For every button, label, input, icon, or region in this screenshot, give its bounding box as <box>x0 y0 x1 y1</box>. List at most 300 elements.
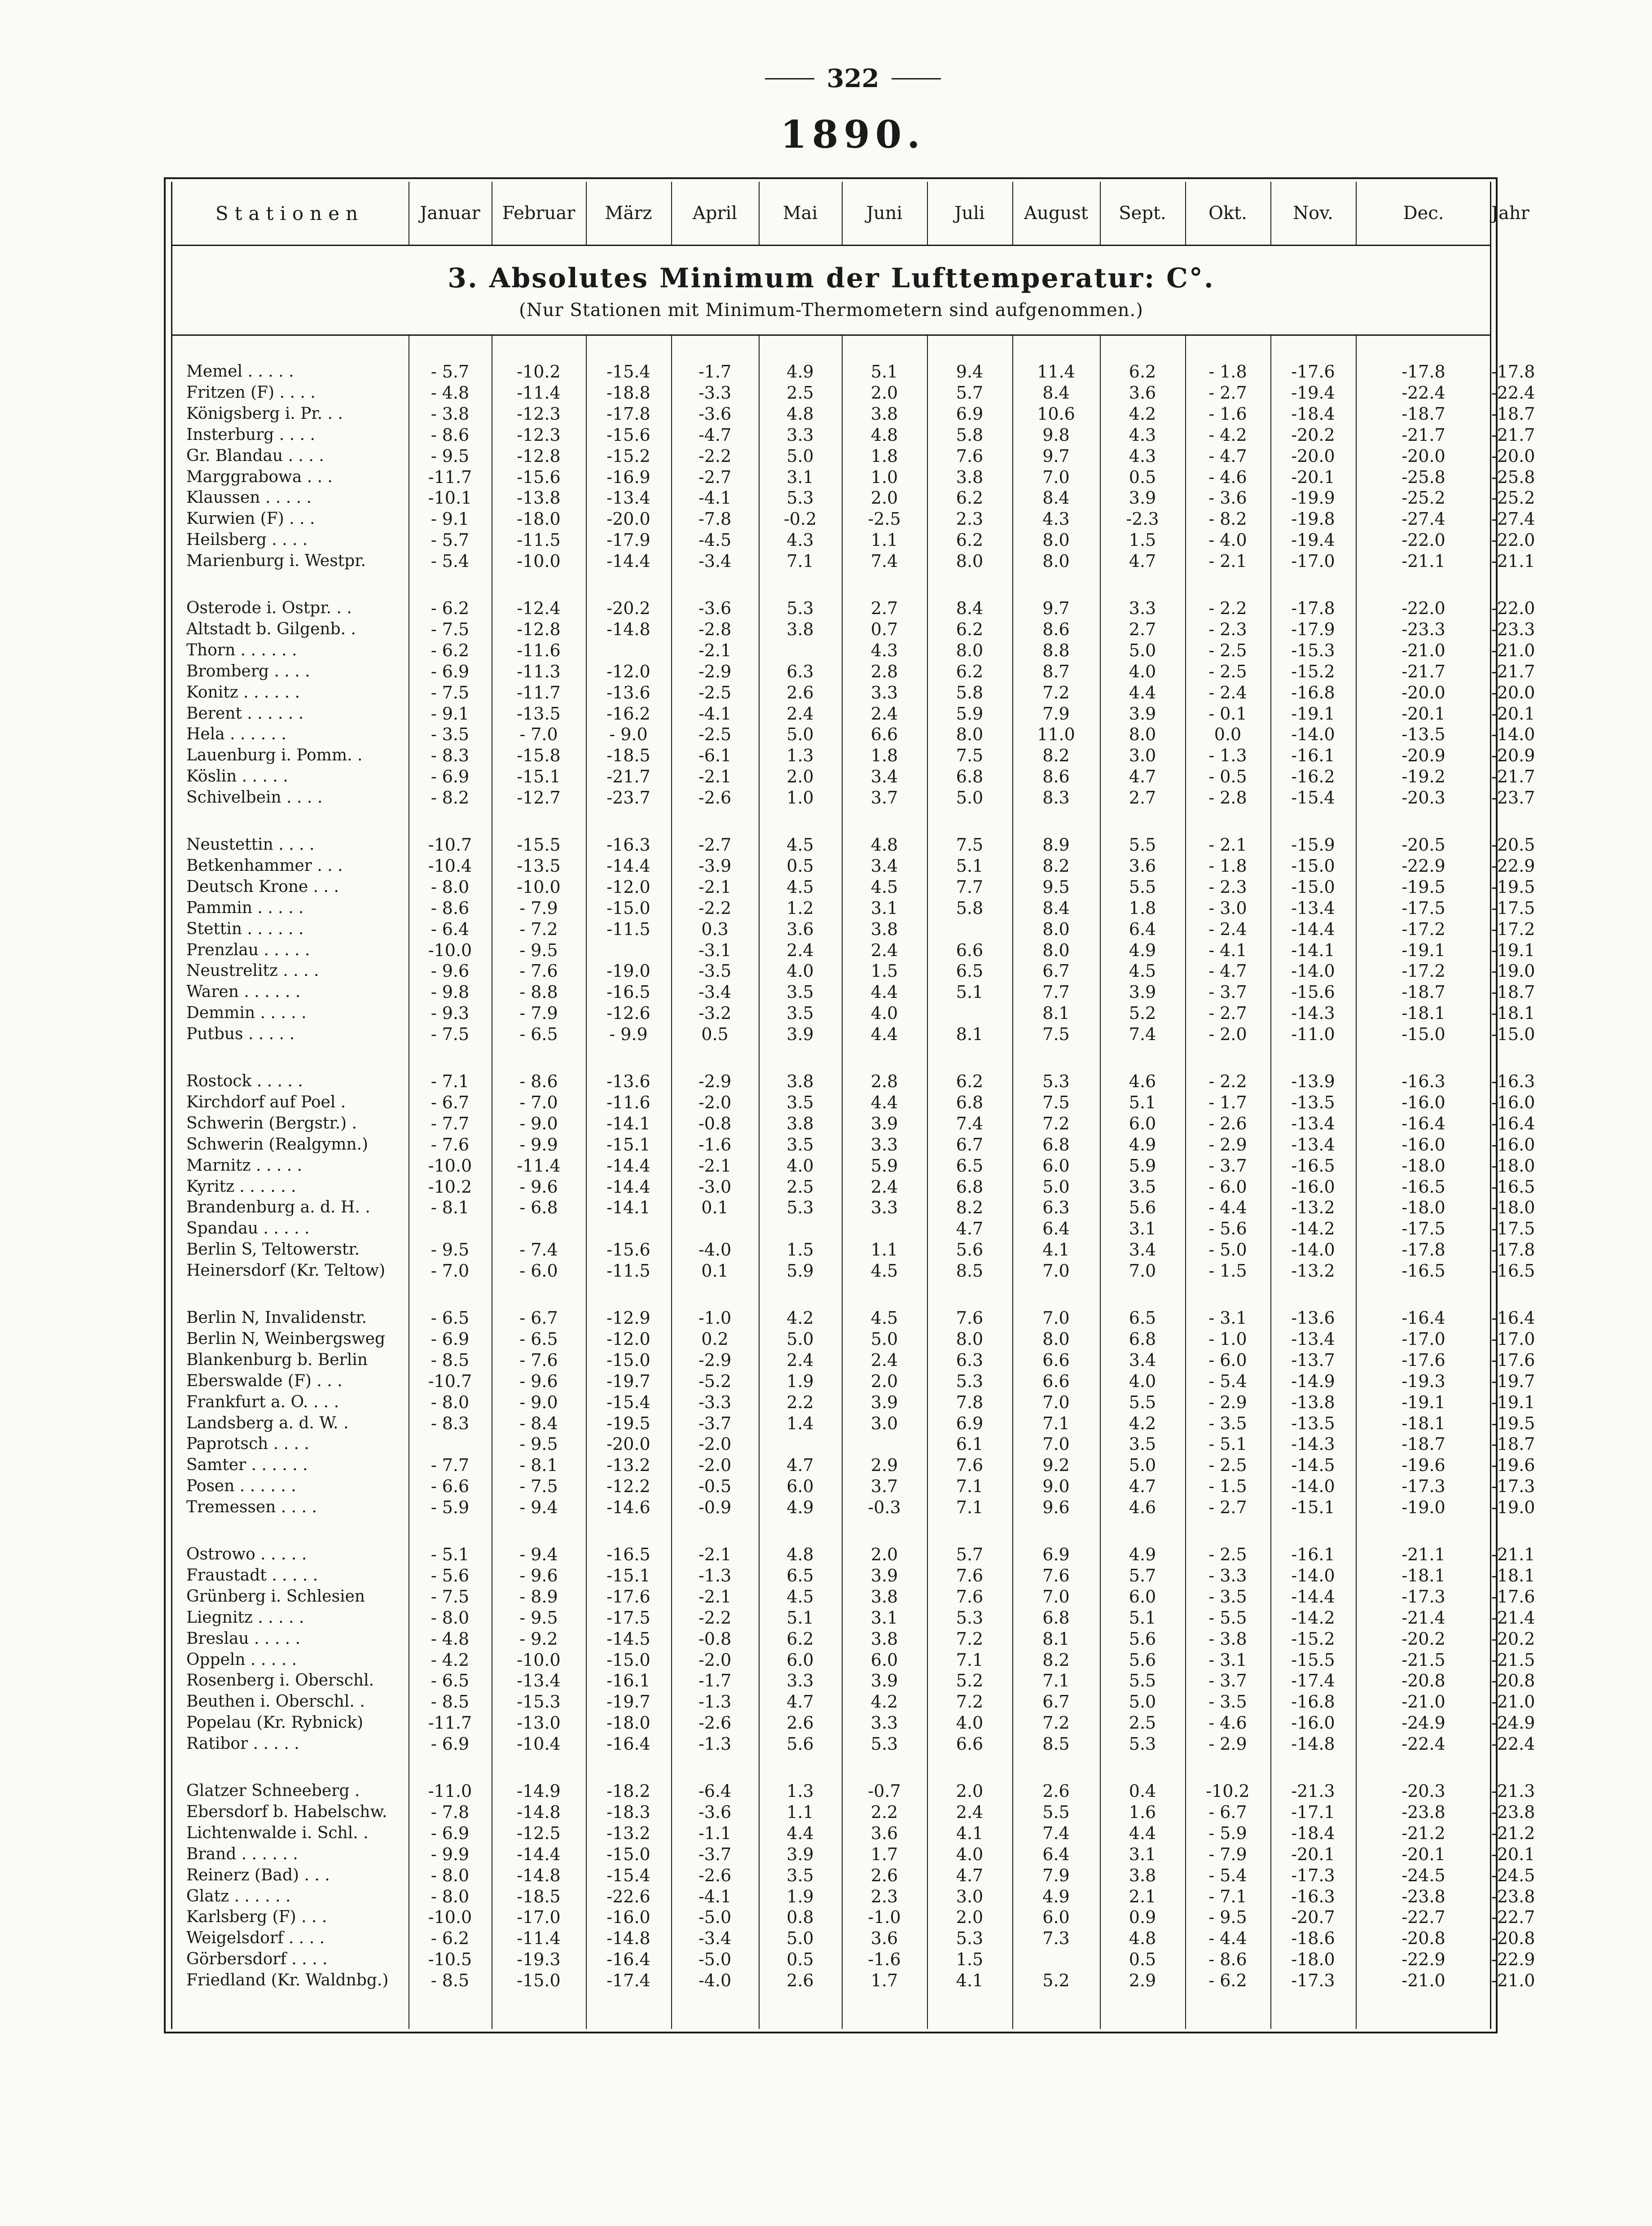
value-nov: -11.0 <box>1291 1024 1335 1044</box>
value-juli: 6.2 <box>956 662 984 681</box>
value-jahr: -23.8 <box>1491 1802 1535 1822</box>
value-juli: 4.1 <box>956 1971 984 1990</box>
station-name: Marienburg i. Westpr. <box>186 552 366 570</box>
station-name: Samter . . . . . . <box>186 1456 308 1474</box>
value-januar: - 6.5 <box>431 1671 470 1690</box>
value-jahr: -27.4 <box>1491 509 1535 529</box>
value-juni: 2.0 <box>870 1371 898 1391</box>
value-juni: 3.3 <box>870 1713 898 1733</box>
value-februar: - 9.5 <box>519 1608 558 1628</box>
station-name: Gr. Blandau . . . . <box>186 447 324 465</box>
value-okt: - 5.0 <box>1208 1240 1247 1260</box>
value-januar: - 7.0 <box>431 1261 470 1281</box>
value-februar: - 7.9 <box>519 898 558 918</box>
station-name: Berlin S, Teltowerstr. <box>186 1240 360 1259</box>
value-dec: -17.2 <box>1402 961 1446 981</box>
value-januar: - 8.0 <box>431 1887 470 1906</box>
value-januar: - 9.1 <box>431 704 470 724</box>
value-dec: -18.1 <box>1402 1003 1446 1023</box>
value-mai: 1.3 <box>786 746 814 765</box>
value-jahr: -21.7 <box>1491 425 1535 445</box>
value-mai: 0.8 <box>786 1907 814 1927</box>
value-dec: -16.5 <box>1402 1261 1446 1281</box>
value-nov: -15.0 <box>1291 877 1335 897</box>
value-nov: -14.1 <box>1291 940 1335 960</box>
value-dec: -17.8 <box>1402 1240 1446 1260</box>
value-februar: - 9.0 <box>519 1114 558 1133</box>
value-dec: -22.0 <box>1402 530 1446 550</box>
value-mai: 5.3 <box>786 598 814 618</box>
value-april: -3.6 <box>698 404 732 424</box>
value-august: 6.6 <box>1042 1350 1070 1370</box>
value-mai: 3.5 <box>786 1135 814 1155</box>
value-juli: 6.8 <box>956 1177 984 1197</box>
value-jahr: -24.9 <box>1491 1713 1535 1733</box>
station-name: Karlsberg (F) . . . <box>186 1908 327 1926</box>
value-mai: 5.9 <box>786 1261 814 1281</box>
value-sept: 5.3 <box>1129 1734 1156 1754</box>
value-maerz: -15.0 <box>606 898 650 918</box>
value-april: -3.4 <box>698 982 732 1002</box>
value-juli: 3.8 <box>956 467 984 487</box>
value-nov: -15.6 <box>1291 982 1335 1002</box>
value-januar: - 7.5 <box>431 683 470 702</box>
station-name: Osterode i. Ostpr. . . <box>186 599 352 617</box>
value-februar: - 6.7 <box>519 1308 558 1328</box>
value-april: -3.3 <box>698 1392 732 1412</box>
value-okt: - 0.1 <box>1208 704 1247 724</box>
value-februar: -12.8 <box>517 446 561 466</box>
value-februar: -10.4 <box>517 1734 561 1754</box>
value-juni: 3.8 <box>870 1629 898 1649</box>
value-juni: 3.4 <box>870 767 898 786</box>
value-august: 6.7 <box>1042 961 1070 981</box>
value-okt: - 4.1 <box>1208 940 1247 960</box>
value-mai: 3.6 <box>786 919 814 939</box>
value-okt: - 3.3 <box>1208 1566 1247 1585</box>
value-nov: -17.6 <box>1291 362 1335 382</box>
value-juli: 7.1 <box>956 1650 984 1670</box>
value-august: 8.1 <box>1042 1629 1070 1649</box>
value-april: -4.1 <box>698 488 732 508</box>
value-februar: - 7.0 <box>519 724 558 744</box>
value-jahr: -20.1 <box>1491 1844 1535 1864</box>
header-nov: Nov. <box>1293 203 1333 224</box>
section-subtitle: (Nur Stationen mit Minimum-Thermometern sind aufgenommen.) <box>519 300 1143 321</box>
value-juni: 5.0 <box>870 1329 898 1349</box>
value-maerz: -13.4 <box>606 488 650 508</box>
value-dec: -19.3 <box>1402 1371 1446 1391</box>
value-april: -0.5 <box>698 1476 732 1496</box>
value-jahr: -21.7 <box>1491 767 1535 786</box>
value-jahr: -22.9 <box>1491 1949 1535 1969</box>
value-juli: 7.6 <box>956 446 984 466</box>
value-nov: -15.4 <box>1291 788 1335 808</box>
value-maerz: -15.1 <box>606 1135 650 1155</box>
header-okt: Okt. <box>1208 203 1247 224</box>
value-dec: -20.8 <box>1402 1671 1446 1690</box>
value-maerz: -15.4 <box>606 1866 650 1885</box>
value-maerz: -18.5 <box>606 746 650 765</box>
value-juni: 2.9 <box>870 1455 898 1475</box>
value-februar: -13.8 <box>517 488 561 508</box>
value-dec: -17.5 <box>1402 1219 1446 1238</box>
value-jahr: -16.5 <box>1491 1177 1535 1197</box>
value-okt: - 2.9 <box>1208 1734 1247 1754</box>
value-nov: -13.4 <box>1291 1329 1335 1349</box>
value-nov: -14.0 <box>1291 1476 1335 1496</box>
value-jahr: -25.8 <box>1491 467 1535 487</box>
value-juni: 3.8 <box>870 919 898 939</box>
value-mai: 4.7 <box>786 1692 814 1712</box>
value-august: 6.8 <box>1042 1608 1070 1628</box>
value-juni: 4.2 <box>870 1692 898 1712</box>
value-okt: - 5.4 <box>1208 1866 1247 1885</box>
value-maerz: -14.4 <box>606 1156 650 1176</box>
station-name: Königsberg i. Pr. . . <box>186 404 343 423</box>
value-mai: 4.4 <box>786 1823 814 1843</box>
value-juni: -2.5 <box>868 509 901 529</box>
value-dec: -16.4 <box>1402 1114 1446 1133</box>
value-dec: -15.0 <box>1402 1024 1446 1044</box>
value-juli: 8.4 <box>956 598 984 618</box>
value-dec: -19.6 <box>1402 1455 1446 1475</box>
station-name: Posen . . . . . . <box>186 1477 296 1495</box>
value-jahr: -17.8 <box>1491 1240 1535 1260</box>
value-nov: -17.8 <box>1291 598 1335 618</box>
value-sept: 2.5 <box>1129 1713 1156 1733</box>
value-august: 8.6 <box>1042 619 1070 639</box>
value-maerz: -22.6 <box>606 1887 650 1906</box>
value-maerz: -14.4 <box>606 1177 650 1197</box>
value-juni: 3.7 <box>870 1476 898 1496</box>
value-februar: -13.0 <box>517 1713 561 1733</box>
value-dec: -19.1 <box>1402 940 1446 960</box>
value-nov: -20.7 <box>1291 1907 1335 1927</box>
value-juli: 4.1 <box>956 1823 984 1843</box>
value-okt: - 3.0 <box>1208 898 1247 918</box>
value-juli: 5.3 <box>956 1371 984 1391</box>
value-jahr: -24.5 <box>1491 1866 1535 1885</box>
value-jahr: -18.7 <box>1491 982 1535 1002</box>
value-dec: -18.1 <box>1402 1414 1446 1433</box>
value-dec: -24.9 <box>1402 1713 1446 1733</box>
value-april: -2.9 <box>698 1350 732 1370</box>
value-april: -2.0 <box>698 1455 732 1475</box>
value-sept: 4.8 <box>1129 1928 1156 1948</box>
value-februar: -11.4 <box>517 1156 561 1176</box>
value-maerz: -19.5 <box>606 1414 650 1433</box>
value-januar: - 8.0 <box>431 1608 470 1628</box>
value-juli: 7.5 <box>956 835 984 855</box>
value-nov: -13.5 <box>1291 1093 1335 1112</box>
value-juni: 1.1 <box>870 530 898 550</box>
station-name: Heinersdorf (Kr. Teltow) <box>186 1261 386 1280</box>
value-okt: - 6.7 <box>1208 1802 1247 1822</box>
value-mai: 1.9 <box>786 1371 814 1391</box>
value-august: 7.2 <box>1042 1114 1070 1133</box>
value-august: 7.5 <box>1042 1024 1070 1044</box>
value-okt: - 2.5 <box>1208 641 1247 660</box>
value-juli: 5.3 <box>956 1928 984 1948</box>
value-august: 7.0 <box>1042 1587 1070 1607</box>
station-name: Frankfurt a. O. . . . <box>186 1393 339 1411</box>
value-juni: 2.0 <box>870 383 898 403</box>
value-jahr: -19.5 <box>1491 1414 1535 1433</box>
value-nov: -19.4 <box>1291 383 1335 403</box>
value-juli: 6.2 <box>956 619 984 639</box>
value-nov: -13.5 <box>1291 1414 1335 1433</box>
value-august: 7.0 <box>1042 1261 1070 1281</box>
value-april: -3.6 <box>698 598 732 618</box>
value-maerz: -16.2 <box>606 704 650 724</box>
value-nov: -18.4 <box>1291 1823 1335 1843</box>
value-dec: -22.9 <box>1402 1949 1446 1969</box>
value-februar: -15.1 <box>517 767 561 786</box>
value-maerz: -15.4 <box>606 362 650 382</box>
value-mai: 3.9 <box>786 1024 814 1044</box>
value-maerz: -16.3 <box>606 835 650 855</box>
station-name: Lichtenwalde i. Schl. . <box>186 1824 369 1842</box>
value-januar: - 4.8 <box>431 383 470 403</box>
value-juni: -0.3 <box>868 1497 901 1517</box>
value-dec: -22.4 <box>1402 383 1446 403</box>
value-okt: - 5.5 <box>1208 1608 1247 1628</box>
value-okt: - 3.8 <box>1208 1629 1247 1649</box>
value-august: 6.9 <box>1042 1545 1070 1564</box>
value-sept: 3.6 <box>1129 856 1156 876</box>
value-februar: -14.4 <box>517 1844 561 1864</box>
value-dec: -17.3 <box>1402 1587 1446 1607</box>
value-jahr: -21.0 <box>1491 1692 1535 1712</box>
value-sept: 5.0 <box>1129 1455 1156 1475</box>
value-maerz: -11.5 <box>606 1261 650 1281</box>
value-april: -2.6 <box>698 1866 732 1885</box>
value-maerz: -19.7 <box>606 1692 650 1712</box>
value-sept: 4.9 <box>1129 1545 1156 1564</box>
value-sept: 4.2 <box>1129 404 1156 424</box>
value-mai: 3.8 <box>786 1114 814 1133</box>
value-maerz: -13.6 <box>606 683 650 702</box>
value-jahr: -22.0 <box>1491 598 1535 618</box>
value-okt: - 2.4 <box>1208 683 1247 702</box>
value-juni: 2.4 <box>870 1177 898 1197</box>
value-februar: - 9.6 <box>519 1177 558 1197</box>
page-number-rule-right <box>892 78 941 79</box>
value-juli: 6.5 <box>956 1156 984 1176</box>
value-nov: -16.1 <box>1291 746 1335 765</box>
value-okt: - 3.5 <box>1208 1414 1247 1433</box>
value-februar: -12.8 <box>517 619 561 639</box>
value-juni: 4.5 <box>870 1308 898 1328</box>
value-februar: -19.3 <box>517 1949 561 1969</box>
value-januar: -10.7 <box>428 835 472 855</box>
value-juni: -0.7 <box>868 1781 901 1801</box>
value-juli: 6.8 <box>956 767 984 786</box>
value-august: 6.3 <box>1042 1198 1070 1217</box>
value-juli: 6.9 <box>956 1414 984 1433</box>
value-februar: -10.2 <box>517 362 561 382</box>
value-nov: -15.2 <box>1291 662 1335 681</box>
value-august: 7.1 <box>1042 1414 1070 1433</box>
value-jahr: -22.9 <box>1491 856 1535 876</box>
value-januar: - 8.5 <box>431 1692 470 1712</box>
value-februar: - 6.5 <box>519 1024 558 1044</box>
value-juli: 2.0 <box>956 1781 984 1801</box>
value-sept: 3.5 <box>1129 1177 1156 1197</box>
station-name: Oppeln . . . . . <box>186 1651 297 1669</box>
value-februar: -11.4 <box>517 1928 561 1948</box>
value-mai: 6.5 <box>786 1566 814 1585</box>
value-januar: - 8.0 <box>431 1392 470 1412</box>
value-august: 8.0 <box>1042 919 1070 939</box>
value-august: 8.2 <box>1042 1650 1070 1670</box>
value-februar: -11.3 <box>517 662 561 681</box>
value-okt: - 1.0 <box>1208 1329 1247 1349</box>
value-nov: -13.8 <box>1291 1392 1335 1412</box>
value-april: 0.1 <box>701 1198 729 1217</box>
value-april: -1.3 <box>698 1692 732 1712</box>
value-juli: 8.0 <box>956 724 984 744</box>
value-nov: -18.4 <box>1291 404 1335 424</box>
value-juli: 5.8 <box>956 425 984 445</box>
value-april: -1.7 <box>698 362 732 382</box>
value-juni: 4.5 <box>870 877 898 897</box>
value-april: -0.8 <box>698 1629 732 1649</box>
value-mai: 4.9 <box>786 362 814 382</box>
value-januar: - 6.5 <box>431 1308 470 1328</box>
value-august: 7.2 <box>1042 683 1070 702</box>
value-okt: - 2.7 <box>1208 383 1247 403</box>
value-juli: 5.7 <box>956 1545 984 1564</box>
value-august: 7.6 <box>1042 1566 1070 1585</box>
value-sept: 6.0 <box>1129 1114 1156 1133</box>
value-april: -6.4 <box>698 1781 732 1801</box>
value-jahr: -21.0 <box>1491 641 1535 660</box>
value-august: 6.0 <box>1042 1156 1070 1176</box>
value-april: -7.8 <box>698 509 732 529</box>
value-juni: 4.4 <box>870 1024 898 1044</box>
value-januar: - 6.2 <box>431 1928 470 1948</box>
value-juli: 5.2 <box>956 1671 984 1690</box>
value-sept: 5.1 <box>1129 1608 1156 1628</box>
value-jahr: -17.5 <box>1491 898 1535 918</box>
year-heading: 1890. <box>780 112 926 157</box>
value-juni <box>842 1434 927 1454</box>
value-sept: 2.7 <box>1129 619 1156 639</box>
header-april: April <box>692 203 738 224</box>
value-januar: - 4.2 <box>431 1650 470 1670</box>
value-januar: - 8.2 <box>431 788 470 808</box>
value-sept: 4.3 <box>1129 446 1156 466</box>
value-juli: 7.7 <box>956 877 984 897</box>
station-name: Insterburg . . . . <box>186 426 315 444</box>
value-jahr: -15.0 <box>1491 1024 1535 1044</box>
value-dec: -22.9 <box>1402 856 1446 876</box>
value-okt: - 2.5 <box>1208 662 1247 681</box>
value-januar: - 9.3 <box>431 1003 470 1023</box>
value-okt: - 8.2 <box>1208 509 1247 529</box>
value-februar: -18.0 <box>517 509 561 529</box>
value-april: -2.2 <box>698 1608 732 1628</box>
value-sept: 1.8 <box>1129 898 1156 918</box>
value-jahr: -20.0 <box>1491 446 1535 466</box>
value-februar: -12.3 <box>517 404 561 424</box>
value-dec: -19.1 <box>1402 1392 1446 1412</box>
value-mai <box>759 1218 842 1239</box>
station-name: Waren . . . . . . <box>186 983 301 1001</box>
value-maerz: -13.2 <box>606 1823 650 1843</box>
value-sept: 4.7 <box>1129 767 1156 786</box>
value-sept: 0.9 <box>1129 1907 1156 1927</box>
value-jahr: -16.4 <box>1491 1308 1535 1328</box>
value-jahr: -19.0 <box>1491 1497 1535 1517</box>
station-name: Prenzlau . . . . . <box>186 941 310 959</box>
header-sept: Sept. <box>1119 203 1166 224</box>
station-name: Klaussen . . . . . <box>186 488 312 507</box>
value-april: -3.3 <box>698 383 732 403</box>
value-sept: 3.9 <box>1129 982 1156 1002</box>
value-august: 8.2 <box>1042 856 1070 876</box>
value-maerz: -14.4 <box>606 551 650 571</box>
value-jahr: -18.1 <box>1491 1566 1535 1585</box>
value-okt: - 2.2 <box>1208 1071 1247 1091</box>
value-august: 9.8 <box>1042 425 1070 445</box>
value-sept: 3.9 <box>1129 488 1156 508</box>
value-februar: -12.3 <box>517 425 561 445</box>
value-juli: 4.7 <box>956 1866 984 1885</box>
station-name: Rosenberg i. Oberschl. <box>186 1671 374 1690</box>
value-nov: -15.2 <box>1291 1629 1335 1649</box>
value-august: 7.0 <box>1042 1308 1070 1328</box>
value-februar: - 9.9 <box>519 1135 558 1155</box>
value-mai: 3.8 <box>786 619 814 639</box>
value-januar: - 9.6 <box>431 961 470 981</box>
value-sept: 4.4 <box>1129 1823 1156 1843</box>
value-august: 7.4 <box>1042 1823 1070 1843</box>
value-juli: 8.0 <box>956 641 984 660</box>
value-februar: - 7.6 <box>519 1350 558 1370</box>
value-jahr: -19.0 <box>1491 961 1535 981</box>
value-okt: - 8.6 <box>1208 1949 1247 1969</box>
value-juni: 1.7 <box>870 1844 898 1864</box>
value-mai: 2.6 <box>786 683 814 702</box>
value-juli: 4.0 <box>956 1713 984 1733</box>
value-juli: 5.1 <box>956 856 984 876</box>
value-sept: 6.0 <box>1129 1587 1156 1607</box>
value-august: 2.6 <box>1042 1781 1070 1801</box>
value-dec: -27.4 <box>1402 509 1446 529</box>
value-juni: 2.7 <box>870 598 898 618</box>
value-jahr: -23.7 <box>1491 788 1535 808</box>
value-maerz: -14.4 <box>606 856 650 876</box>
value-maerz: -15.0 <box>606 1844 650 1864</box>
value-jahr: -20.8 <box>1491 1928 1535 1948</box>
station-name: Heilsberg . . . . <box>186 531 308 549</box>
value-mai: 3.3 <box>786 425 814 445</box>
value-august: 8.2 <box>1042 746 1070 765</box>
value-okt: - 4.6 <box>1208 1713 1247 1733</box>
value-juli: 8.2 <box>956 1198 984 1217</box>
value-nov: -15.9 <box>1291 835 1335 855</box>
value-jahr: -19.1 <box>1491 940 1535 960</box>
value-januar: - 8.1 <box>431 1198 470 1217</box>
value-februar: -15.0 <box>517 1971 561 1990</box>
value-nov: -13.6 <box>1291 1308 1335 1328</box>
value-januar: - 7.5 <box>431 1587 470 1607</box>
value-januar: - 9.1 <box>431 509 470 529</box>
value-januar: - 6.7 <box>431 1093 470 1112</box>
